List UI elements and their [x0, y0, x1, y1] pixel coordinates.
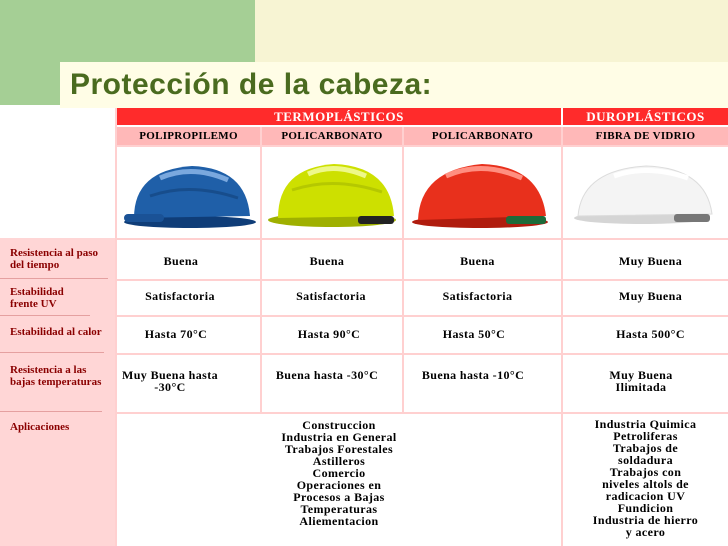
application-item: Trabajos con [609, 465, 682, 479]
value-r1-c2: Buena [262, 255, 392, 267]
grid-h-1 [117, 145, 728, 147]
grid-h-6 [117, 412, 728, 414]
comparison-table [0, 108, 728, 546]
application-item: Trabajos Forestales [284, 442, 394, 456]
red-hard-hat-icon [406, 154, 556, 236]
applications-duroplastics [563, 418, 728, 538]
material-header-4: FIBRA DE VIDRIO [563, 127, 728, 145]
application-item: soldadura [618, 453, 673, 467]
application-item: Industria Quimica [594, 417, 697, 431]
application-item: Trabajos de [612, 441, 679, 455]
material-header-3: POLICARBONATO [404, 127, 561, 145]
application-item: Operaciones en [296, 478, 382, 492]
application-item: Temperaturas [300, 502, 378, 516]
application-item: Industria de hierro [592, 513, 699, 527]
value-r2-c2: Satisfactoria [262, 290, 400, 302]
row-label-estabilidad-calor: Estabilidad al calor [0, 317, 104, 353]
application-item: Petroliferas [613, 429, 678, 443]
row-label-estabilidad-uv: Estabilidad frente UV [0, 280, 90, 316]
grid-v-2 [260, 127, 262, 414]
application-item: radicacion UV [605, 489, 686, 503]
grid-h-2 [117, 238, 728, 240]
row-label-aplicaciones: Aplicaciones [0, 413, 110, 546]
value-r3-c2: Hasta 90°C [262, 328, 396, 340]
value-r4-c1: Muy Buena hasta -30°C [117, 369, 223, 393]
value-r3-c3: Hasta 50°C [404, 328, 544, 340]
application-item: Comercio [312, 466, 366, 480]
application-item: y acero [625, 525, 666, 539]
application-item: Fundicion [617, 501, 674, 515]
value-r2-c1: Satisfactoria [117, 290, 243, 302]
white-hard-hat-icon [570, 158, 720, 232]
blue-hard-hat-icon [120, 156, 258, 232]
grid-h-4 [117, 315, 728, 317]
value-r1-c3: Buena [404, 255, 551, 267]
slide-title: Protección de la cabeza: [70, 68, 433, 101]
applications-thermoplastics [117, 419, 561, 527]
grid-h-5 [117, 353, 728, 355]
application-item: Procesos a Bajas [293, 490, 385, 504]
application-item: Industria en General [281, 430, 397, 444]
grid-h-3 [117, 279, 728, 281]
value-r3-c4: Hasta 500°C [563, 328, 728, 340]
group-header-termoplasticos: TERMOPLÁSTICOS [117, 108, 561, 125]
value-r4-c2: Buena hasta -30°C [272, 369, 382, 381]
value-r1-c4: Muy Buena [563, 255, 728, 267]
material-header-2: POLICARBONATO [262, 127, 402, 145]
row-label-bajas-temperaturas: Resistencia a las bajas temperaturas [0, 354, 102, 412]
value-r1-c1: Buena [117, 255, 245, 267]
application-item: Construccion [302, 418, 376, 432]
value-r4-c3: Buena hasta -10°C [418, 369, 528, 381]
grid-v-3 [402, 127, 404, 414]
application-item: Aliementacion [299, 514, 379, 528]
material-header-1: POLIPROPILEMO [117, 127, 260, 145]
row-label-resistencia-tiempo: Resistencia al paso del tiempo [0, 241, 108, 279]
value-r3-c1: Hasta 70°C [117, 328, 235, 340]
value-r2-c4: Muy Buena [563, 290, 728, 302]
value-r2-c3: Satisfactoria [404, 290, 551, 302]
application-item: Astilleros [312, 454, 366, 468]
value-r4-c4: Muy Buena Ilimitada [596, 369, 686, 393]
group-header-duroplasticos: DUROPLÁSTICOS [563, 108, 728, 125]
yellow-hard-hat-icon [262, 154, 402, 234]
application-item: niveles altols de [602, 477, 689, 491]
